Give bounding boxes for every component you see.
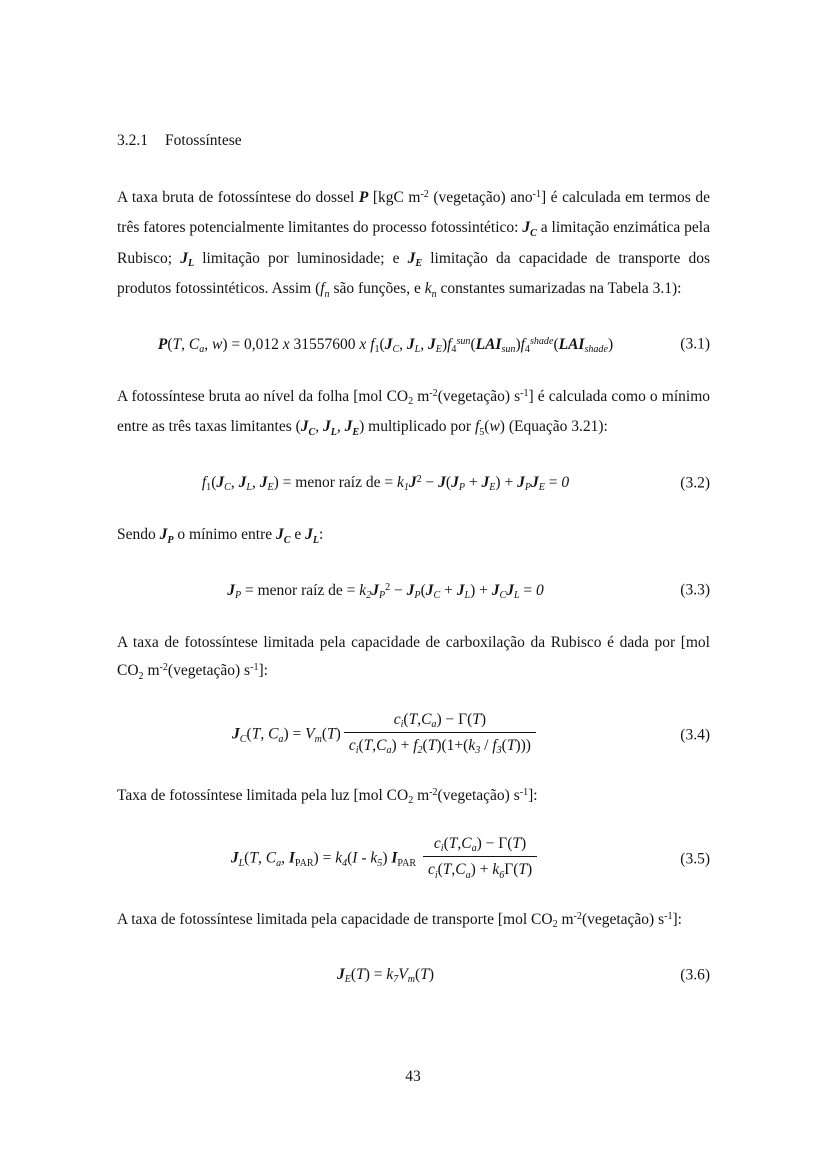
equation-3-4-number: (3.4) xyxy=(680,725,710,743)
equation-3-5-body: $J_L(T$, $C_a$, $I_{PAR}) = k_4(I - k_5)$ $I_{PAR}$ $\frac{c_i(T,C_a) - \Gamma(T)}{c_i(T,C_a) + k_6\Gamma(T)}$ xyxy=(117,836,710,882)
equation-3-4 xyxy=(117,712,710,758)
equation-3-1-body: P(T, $C_a$, w) = 0,012 x 31557600 x $f_1(J_C$, $J_L$, $J_E)f_4^{sun}(LAI_{sun})f_4^{shade}(LAI_{shade})$ xyxy=(157,335,614,355)
equation-3-2 xyxy=(117,473,710,492)
section-heading xyxy=(117,132,710,150)
equation-3-6 xyxy=(117,965,710,984)
equation-3-4-body: $J_C(T$, $C_a) = V_m(T)$ $\frac{c_i(T,C_a) - \Gamma(T)}{c_i(T,C_a) + f_2(T)(1+(k_3 / f_3(T)))}$ xyxy=(117,712,710,758)
paragraph-intro: A taxa bruta de fotossíntese do dossel P [kgC $m^{-2}$ (vegetação) ano$^{-1}$] é calculada em termos de três fatores potencialmente limitantes do processo fotossintético: $J_C$ a limitação enzimática pela Rubisco; $J_L$ limitação por luminosidade; e $J_E$ limitação da capacidade de transporte dos produtos fotossintéticos. Assim ($f_n$ são funções, e $k_n$ constantes sumarizadas na Tabela 3.1): xyxy=(117,188,710,300)
equation-3-2-number: (3.2) xyxy=(680,473,710,491)
equation-3-6-body: $J_E(T) = k_7V_m(T)$ xyxy=(337,966,434,986)
paragraph-leaf-photosynthesis: A fotossíntese bruta ao nível da folha [mol $CO_2$ $m^{-2}(vegetação)$ $s^{-1}$] é calculada como o mínimo entre as três taxas limitantes ($J_C$, $J_L$, $J_E$) multiplicado por $f_5(w)$ (Equação 3.21): xyxy=(117,387,711,438)
section-number: 3.2.1 xyxy=(117,132,148,149)
equation-3-3-number: (3.3) xyxy=(680,581,710,599)
equation-3-3-body: $J_P$ = menor raíz de = $k_2J_P^2 - J_P(J_C + J_L) + J_CJ_L = 0$ xyxy=(227,581,544,601)
equation-3-1 xyxy=(117,335,710,354)
page-number: 43 xyxy=(405,1068,421,1085)
paragraph-light-limited: Taxa de fotossíntese limitada pela luz [mol $CO_2$ $m^{-2}(vegetação)$ $s^{-1}$]: xyxy=(117,786,538,806)
paragraph-rubisco-limited: A taxa de fotossíntese limitada pela capacidade de carboxilação da Rubisco é dada por [mol $CO_2$ $m^{-2}(vegetação)$ $s^{-1}$]: xyxy=(117,633,710,682)
equation-3-3 xyxy=(117,581,710,600)
equation-3-2-body: $f_1(J_C$, $J_L$, $J_E$) = menor raíz de = $k_1J^2 - J(J_P + J_E) + J_PJ_E = 0$ xyxy=(201,473,570,494)
equation-3-5-number: (3.5) xyxy=(680,850,710,868)
paragraph-transport-limited: A taxa de fotossíntese limitada pela capacidade de transporte [mol $CO_2$ $m^{-2}(vegetação)$ $s^{-1}$]: xyxy=(117,910,682,930)
equation-3-5 xyxy=(117,836,710,882)
section-title: Fotossíntese xyxy=(165,132,242,149)
equation-3-6-number: (3.6) xyxy=(680,966,710,984)
paragraph-jp-minimum: Sendo $J_P$ o mínimo entre $J_C$ e $J_L$: xyxy=(117,526,324,546)
equation-3-1-number: (3.1) xyxy=(680,335,710,353)
